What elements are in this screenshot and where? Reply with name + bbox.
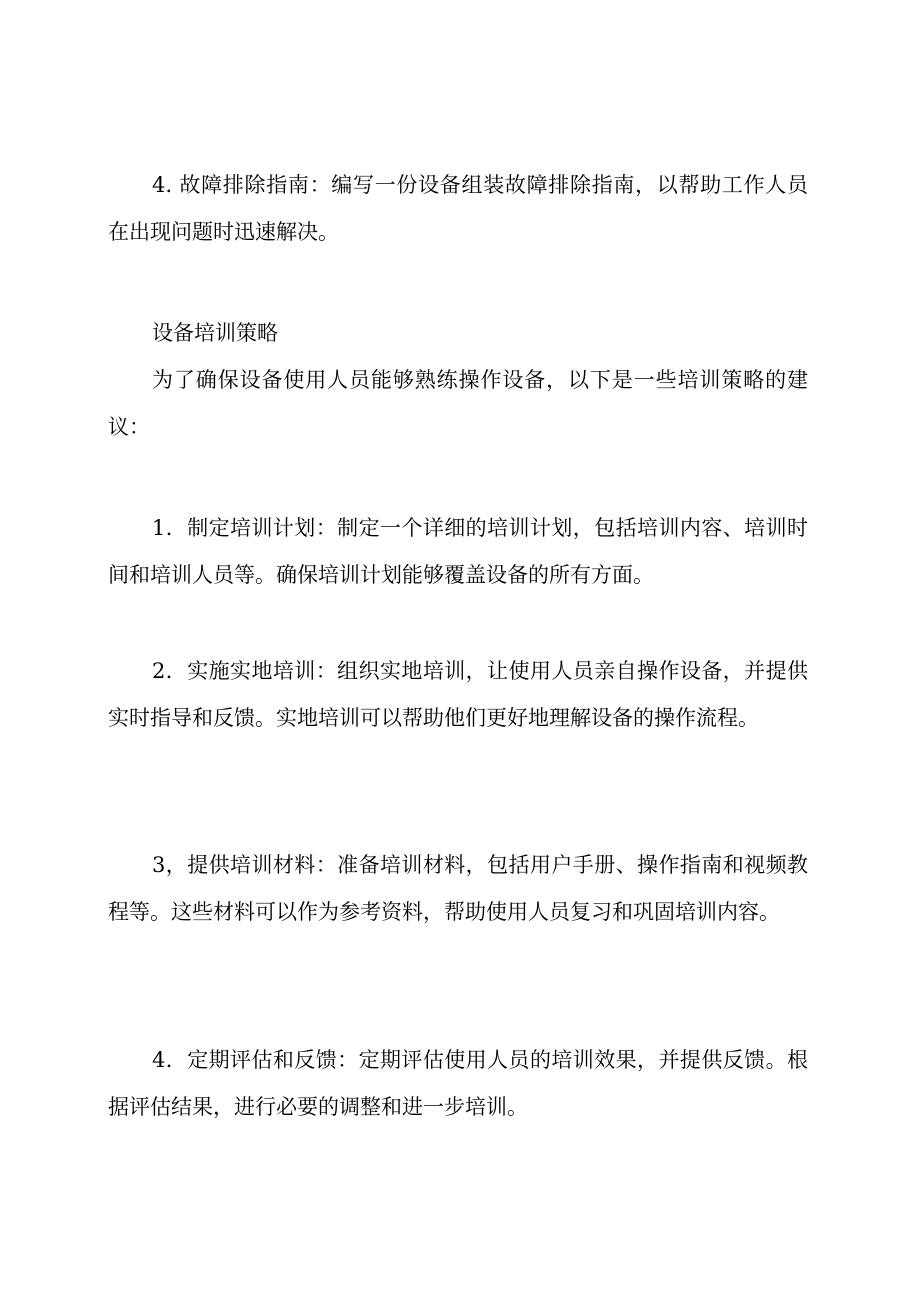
paragraph-training-materials: 3，提供培训材料：准备培训材料，包括用户手册、操作指南和视频教程等。这些材料可以作为参考资料，帮助使用人员复习和巩固培训内容。 bbox=[108, 853, 808, 924]
paragraph-troubleshooting-guide: 4. 故障排除指南：编写一份设备组装故障排除指南，以帮助工作人员在出现问题时迅速解决。 bbox=[108, 173, 808, 244]
paragraph-training-plan: 1．制定培训计划：制定一个详细的培训计划，包括培训内容、培训时间和培训人员等。确保培训计划能够覆盖设备的所有方面。 bbox=[108, 516, 808, 587]
paragraph-training-intro: 为了确保设备使用人员能够熟练操作设备，以下是一些培训策略的建议： bbox=[108, 368, 808, 439]
section-heading-training-strategy: 设备培训策略 bbox=[152, 321, 278, 345]
paragraph-evaluation-feedback: 4．定期评估和反馈：定期评估使用人员的培训效果，并提供反馈。根据评估结果，进行必要的调整和进一步培训。 bbox=[108, 1048, 808, 1119]
paragraph-onsite-training: 2．实施实地培训：组织实地培训，让使用人员亲自操作设备，并提供实时指导和反馈。实地培训可以帮助他们更好地理解设备的操作流程。 bbox=[108, 659, 808, 730]
